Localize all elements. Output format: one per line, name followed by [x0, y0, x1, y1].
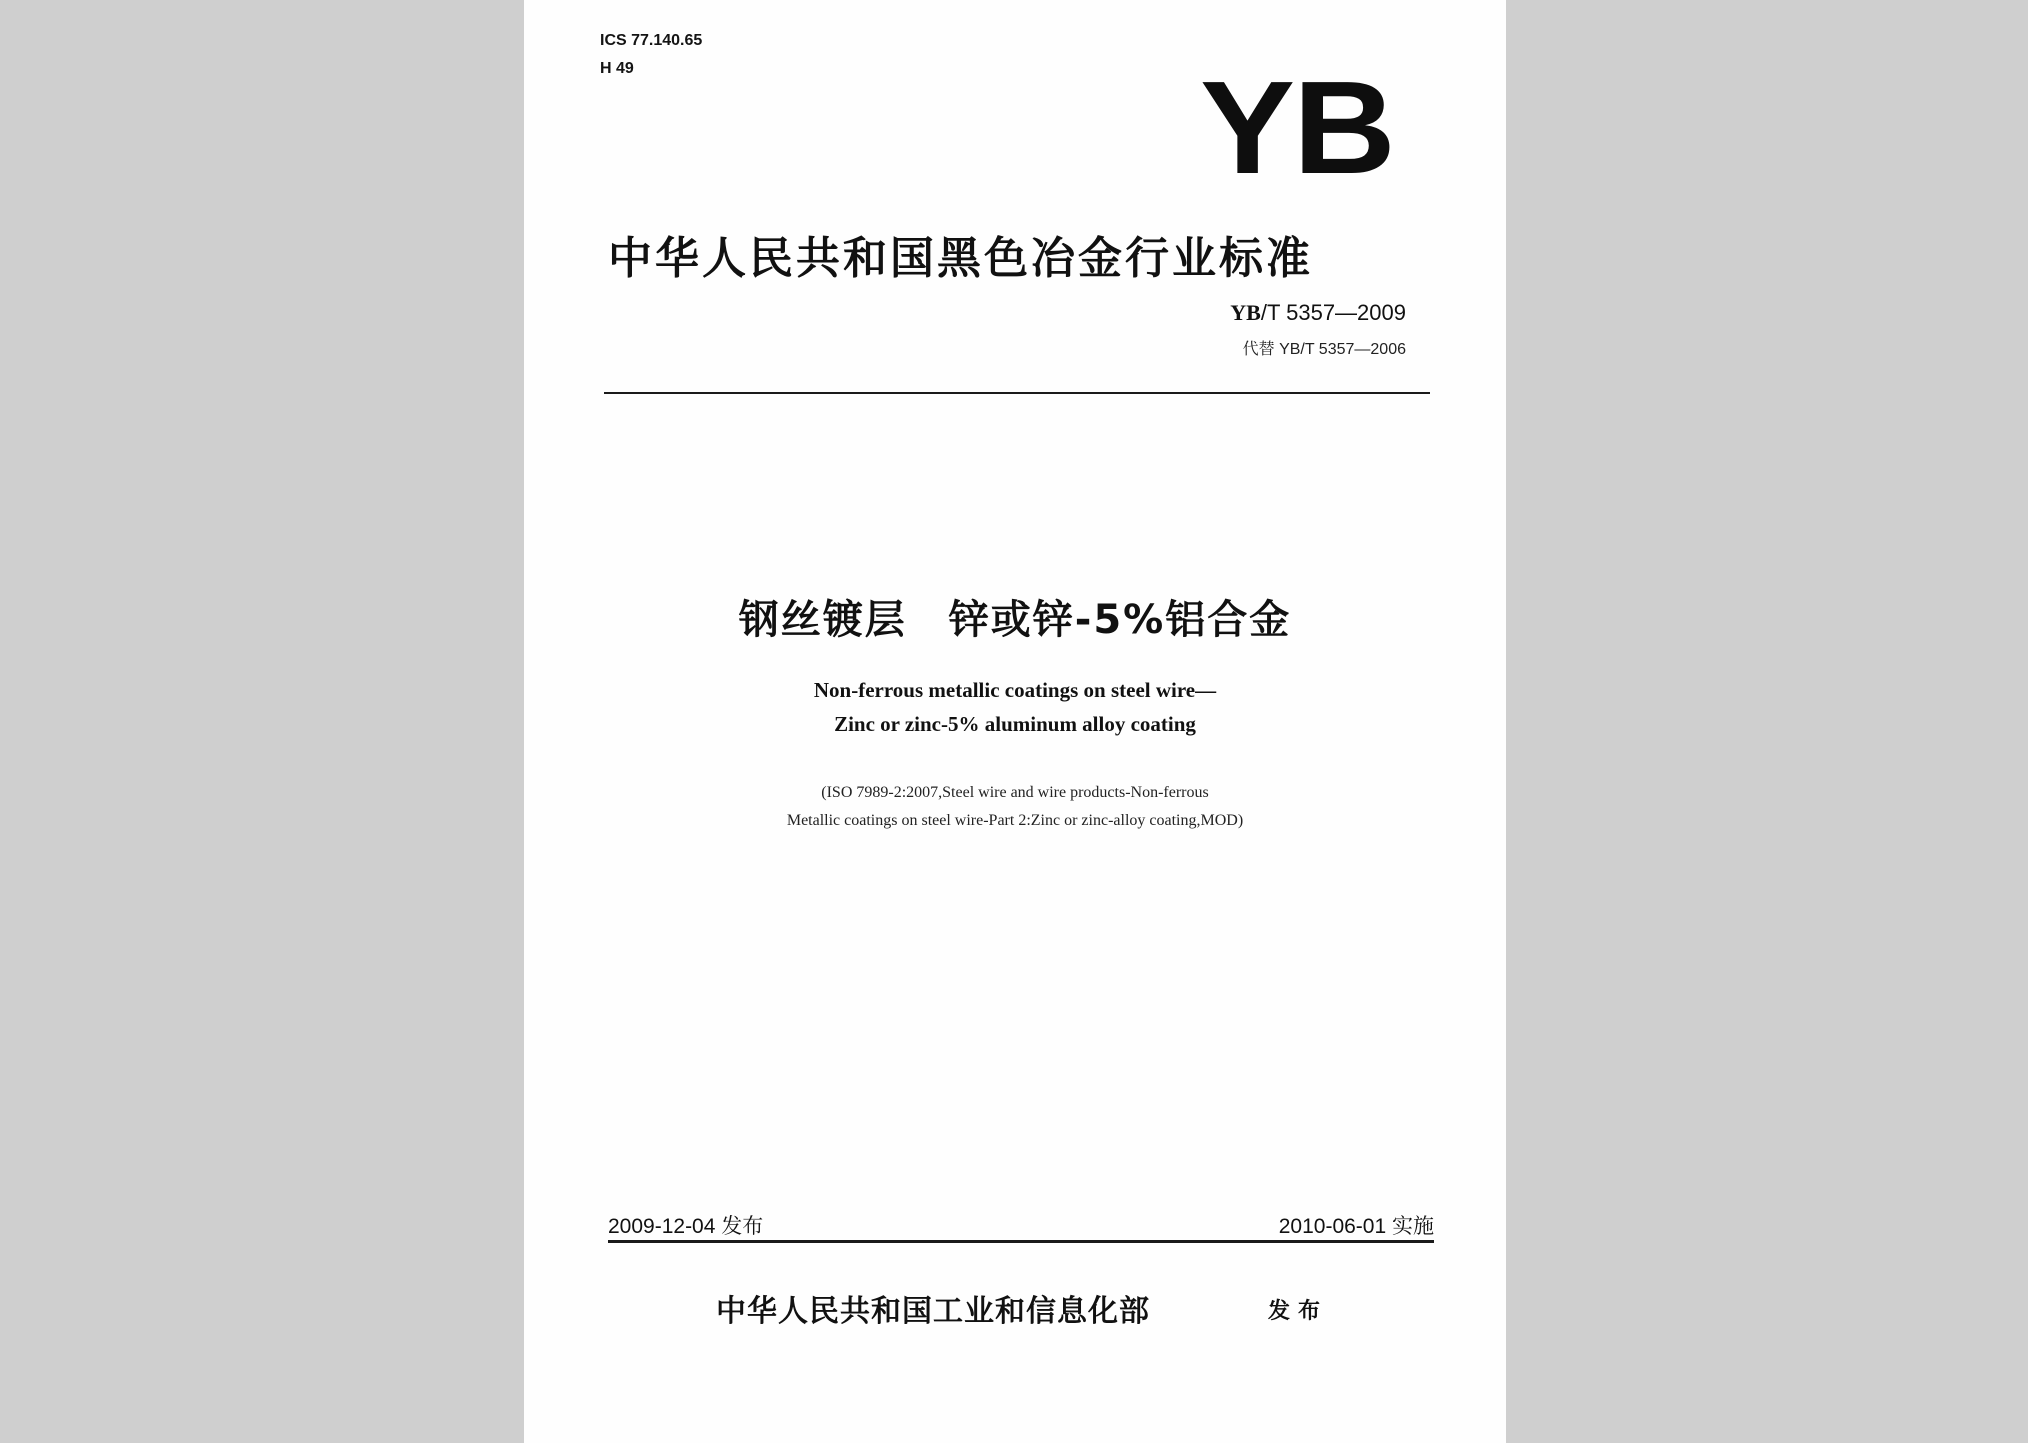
publisher-name: 中华人民共和国工业和信息化部: [716, 1294, 1150, 1329]
document-page: [524, 0, 1506, 1443]
issuing-authority-title: 中华人民共和国黑色冶金行业标准: [608, 233, 1313, 284]
footer-divider: [608, 1240, 1434, 1243]
standard-number-prefix: YB: [1230, 300, 1261, 325]
ics-code: ICS 77.140.65: [600, 32, 703, 49]
title-chinese: 钢丝镀层 锌或锌-5%铝合金: [738, 597, 1292, 643]
ccs-code: H 49: [600, 60, 634, 77]
header-divider: [604, 392, 1430, 394]
publisher-label: 发布: [1268, 1299, 1329, 1324]
iso-reference-line1: (ISO 7989-2:2007,Steel wire and wire products-Non-ferrous: [821, 784, 1209, 801]
issue-date: 2009-12-04 发布: [608, 1215, 764, 1238]
title-english-line1: Non-ferrous metallic coatings on steel wire—: [813, 678, 1217, 702]
standard-mark: YB: [1200, 54, 1394, 201]
iso-reference-line2: Metallic coatings on steel wire-Part 2:Zinc or zinc-alloy coating,MOD): [786, 812, 1244, 829]
replaces-standard: 代替 YB/T 5357—2006: [1242, 341, 1406, 358]
title-english-line2: Zinc or zinc-5% aluminum alloy coating: [834, 712, 1196, 736]
standard-number-value: /T 5357—2009: [1260, 300, 1406, 325]
standard-number: [1230, 300, 1406, 326]
implementation-date: 2010-06-01 实施: [1278, 1215, 1434, 1238]
